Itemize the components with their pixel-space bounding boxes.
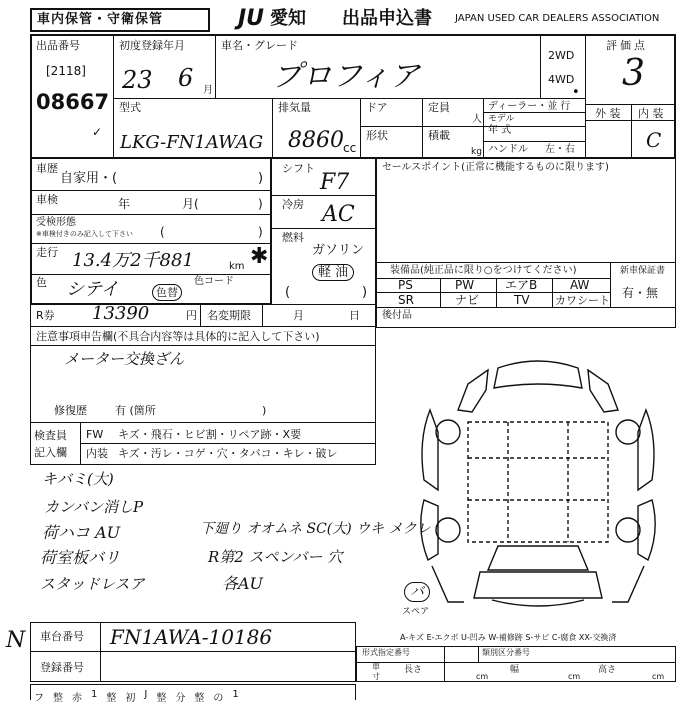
dims-height: 高さ (598, 665, 617, 675)
load-unit: kg (471, 147, 482, 157)
bottom-row-items (34, 689, 354, 704)
bottom-item-8: 整 (156, 693, 167, 704)
recycle-value: 13390 (92, 303, 150, 324)
dims-r1: 車 (372, 662, 380, 671)
bottom-item-5: 整 (106, 693, 117, 704)
registration-year: 23 (122, 66, 153, 94)
inspector-fw-items: キズ・飛石・ヒビ割・リペア跡・X要 (118, 428, 302, 441)
model-year-label-2: 年 式 (488, 125, 512, 136)
interior-value: C (646, 128, 662, 152)
inspection-label: 車検 (36, 193, 58, 206)
storage-badge-text: 車内保管・守衛保管 (37, 12, 164, 27)
inspector-note-2: カンバン消しP (44, 498, 144, 516)
registration-month-unit: 月 (203, 85, 213, 96)
inspector-note-5: スタッドレスア (40, 575, 145, 593)
lot-number: 08667 (36, 90, 110, 114)
mileage-value: 13.4万2千881 (72, 250, 194, 271)
fuel-gasoline: ガソリン (312, 243, 365, 258)
association-name: JAPAN USED CAR DEALERS ASSOCIATION (455, 13, 660, 24)
chassis-value: FN1AWA-10186 (110, 625, 273, 649)
equip-aw: AW (570, 278, 590, 292)
bottom-item-3: 赤 (72, 693, 82, 704)
lot-number-label: 出品番号 (36, 39, 80, 52)
receipt-type-label: 受検形態 (36, 217, 76, 228)
registration-month: 6 (178, 64, 194, 92)
interior-label: 内 装 (638, 107, 664, 120)
model-code-value: LKG-FN1AWAG (120, 132, 264, 153)
chassis-label: 車台番号 (40, 630, 84, 643)
handle-label: ハンドル (488, 144, 528, 155)
repair-history-close: ) (262, 404, 267, 417)
handle-value: 左・右 (545, 144, 575, 155)
spare-label: スペア (402, 607, 430, 617)
history-close: ) (258, 171, 264, 186)
mileage-label: 走行 (36, 246, 58, 259)
ju-logo: JU (238, 6, 265, 31)
dims-r2: 寸 (372, 672, 380, 681)
inspector-note-4: 荷室板バリ (40, 548, 121, 567)
register-number-label: 登録番号 (40, 661, 84, 674)
recycle-row (30, 305, 376, 327)
fuel-open: ( (285, 285, 291, 300)
inspector-fw-label: FW (86, 428, 104, 441)
evaluation-label: 評価点 (606, 39, 648, 52)
new-car-warranty-value: 有・無 (622, 286, 659, 300)
lot-tick: ✓ (92, 125, 103, 139)
capacity-label: 定員 (428, 101, 450, 114)
repair-history-label: 修復歴 (54, 404, 87, 417)
repair-history-value: 有 (箇所 (115, 404, 156, 417)
notes-label: 注意事項申告欄(不具合内容等は具体的に記入して下さい) (36, 330, 320, 343)
bottom-item-9: 分 (175, 693, 186, 704)
dims-cm-3: cm (652, 672, 665, 681)
model-code-label: 型式 (119, 101, 141, 114)
dealer-label: ディーラー・並 行 (488, 101, 571, 112)
mileage-unit: km (229, 261, 245, 272)
inspection-month-unit: 月( (182, 197, 199, 211)
inspector-note-3: 荷ハコ AU (42, 523, 121, 542)
equip-pw: PW (455, 278, 475, 292)
equip-sr: SR (398, 293, 414, 307)
dims-width: 幅 (510, 665, 520, 675)
equip-tv: TV (514, 293, 530, 307)
car-name-label: 車名・グレード (221, 39, 298, 52)
name-change-day: 日 (349, 309, 360, 322)
fuel-label: 燃料 (282, 231, 304, 244)
lot-bracket: [2118] (46, 64, 86, 78)
drive-bullet: • (572, 85, 580, 100)
inspector-label-2: 記入欄 (34, 446, 67, 459)
bottom-item-12: 1 (232, 689, 239, 700)
shift-label: シフト (282, 162, 315, 175)
inspector-interior-label: 内装 (86, 447, 108, 460)
equip-leather-seat: カワシート (555, 294, 610, 307)
bottom-item-11: の (213, 693, 224, 704)
drive-2wd: 2WD (548, 49, 575, 62)
dims-cm-2: cm (568, 672, 581, 681)
model-year-label-1: モデル (488, 114, 515, 124)
bottom-item-7: J (144, 689, 148, 700)
displacement-label: 排気量 (278, 101, 311, 114)
shape-label: 形状 (366, 129, 388, 142)
notes-handwritten: メーター交換ざん (64, 350, 185, 368)
inspector-note-8: 各AU (222, 574, 264, 593)
recycle-label: R券 (36, 309, 55, 322)
equip-navi: ナビ (455, 293, 480, 307)
car-body-diagram (398, 340, 678, 630)
aircon-value: AC (322, 202, 355, 227)
capacity-unit: 人 (472, 114, 482, 125)
ju-aichi-text: 愛知 (270, 8, 306, 29)
recycle-unit: 円 (186, 309, 197, 322)
inspector-label-1: 検査員 (34, 429, 67, 442)
sales-point-box (376, 159, 676, 263)
color-label: 色 (36, 276, 47, 289)
history-label: 車歴 (36, 162, 58, 175)
bottom-item-6: 初 (125, 693, 136, 704)
name-change-month: 月 (293, 309, 304, 322)
aircon-label: 冷房 (282, 198, 304, 211)
shift-value: F7 (320, 170, 350, 195)
name-change-label: 名変期限 (207, 309, 251, 322)
bottom-item-2: 整 (53, 693, 63, 704)
inspector-note-7: R第2 スペンバー 穴 (208, 548, 343, 566)
receipt-type-note: ※車検付きのみ記入して下さい (36, 230, 133, 238)
exterior-label: 外 装 (595, 107, 621, 120)
fuel-close: ) (362, 285, 368, 300)
dims-length: 長さ (404, 665, 423, 675)
designation-label-2: 類別区分番号 (482, 648, 530, 657)
car-name-value: プロフィア (272, 59, 420, 94)
color-value: シテイ (66, 279, 119, 300)
mileage-asterisk: ✱ (250, 244, 269, 269)
bottom-item-10: 整 (194, 693, 205, 704)
history-value: 自家用・( (60, 171, 118, 186)
color-code-label: 色コード (194, 276, 234, 287)
receipt-type-close: ) (258, 225, 263, 239)
evaluation-score: 3 (622, 53, 645, 94)
sales-point-label: セールスポイント(正常に機能するものに限ります) (382, 162, 609, 173)
aftermarket-label: 後付品 (382, 310, 412, 321)
damage-legend: A-キズ E-エクボ U-凹み W-補修跡 S-サビ C-腐食 XX-交換済 (400, 633, 617, 642)
fuel-diesel: 軽 油 (312, 264, 354, 281)
equipment-label: 装備品(純正品に限り○をつけてください) (390, 265, 577, 276)
inspection-year-unit: 年 (118, 197, 131, 211)
displacement-value: 8860 (288, 128, 344, 153)
spare-circle: バ (404, 582, 430, 602)
dims-cm-1: cm (476, 672, 489, 681)
inspector-interior-items: キズ・汚レ・コゲ・穴・タバコ・キレ・破レ (118, 447, 338, 460)
load-label: 積載 (428, 129, 450, 142)
color-change: 色替 (152, 284, 182, 301)
receipt-type-open: ( (160, 225, 165, 239)
margin-mark: N (6, 628, 26, 653)
designation-label-1: 形式指定番号 (362, 648, 410, 657)
aftermarket-box (376, 308, 676, 328)
equip-airbag: エアB (505, 278, 538, 292)
displacement-unit: cc (343, 141, 357, 155)
bottom-item-1: フ (34, 693, 44, 704)
inspector-note-1: キバミ(大) (42, 470, 114, 488)
drive-4wd: 4WD (548, 73, 575, 86)
inspection-close: ) (258, 197, 263, 211)
equip-ps: PS (398, 278, 413, 292)
bottom-item-4: 1 (91, 689, 98, 700)
form-title: 出品申込書 (342, 8, 432, 29)
inspector-note-6: 下廻り オオムネ SC(大) ウキ メクレ (200, 521, 431, 537)
new-car-warranty-label: 新車保証書 (620, 266, 666, 276)
first-registration-label: 初度登録年月 (119, 39, 185, 52)
door-label: ドア (366, 101, 388, 114)
